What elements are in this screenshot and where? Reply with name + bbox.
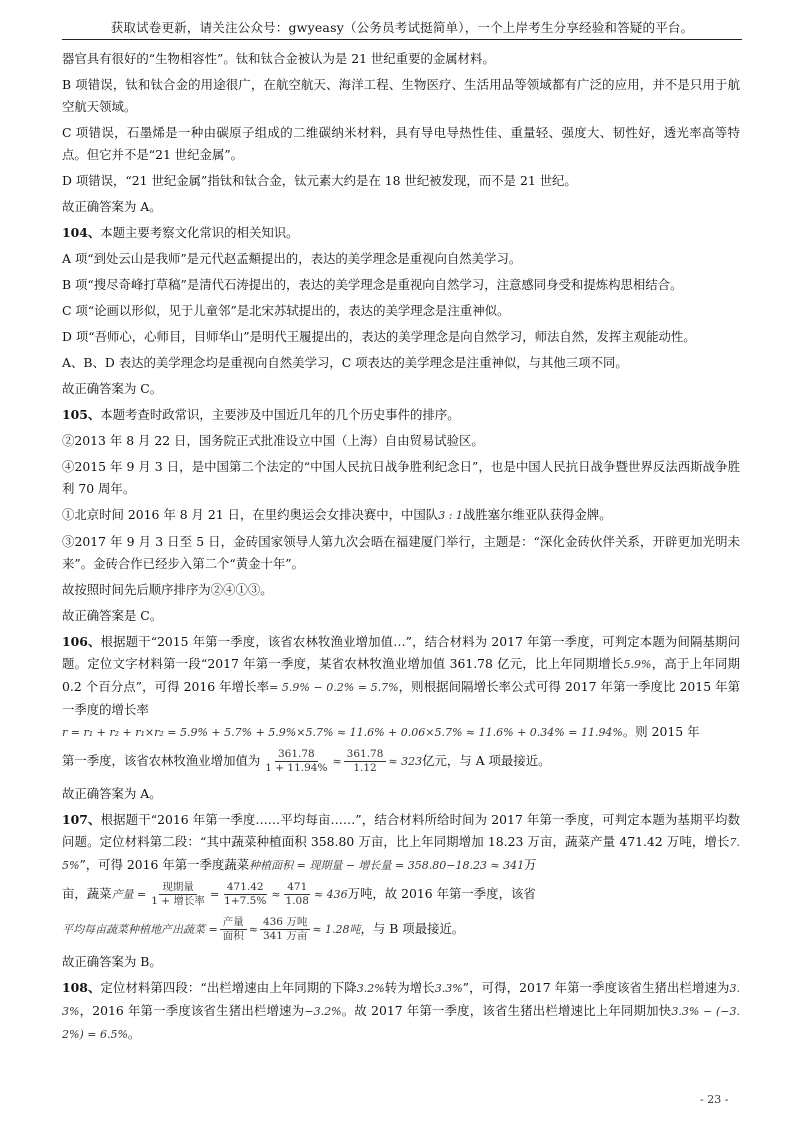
match-score: 3 : 1 [438, 509, 463, 522]
q105-number: 105、 [62, 407, 101, 422]
q107-number: 107、 [62, 812, 101, 827]
q107-body: 107、根据题干“2016 年第一季度……平均每亩……”，结合材料所给时间为 2017 年第一季度，可判定本题为基期平均数问题。定位材料第二段：“其中蔬菜种植面积 358.80 万亩，比上年同期增加 18.23 万亩，蔬菜产量 471.42 万吨，增长7.5%”，可得 2016 年第一季度蔬菜种植面积 = 现期量 − 增长量 = 358.80−18.23 ≈ 341万 [62, 812, 740, 872]
q103-option-d: D 项错误，“21 世纪金属”指钛和钛合金，钛元素大约是在 18 世纪被发现，而不是 21 世纪。 [62, 173, 577, 188]
q106-number: 106、 [62, 634, 101, 649]
fraction: $\frac{361.78}{1.12}$ [344, 748, 387, 775]
q107-answer: 故正确答案为 B。 [62, 954, 162, 969]
page-header: 获取试卷更新，请关注公众号：gwyeasy（公务员考试挺简单），一个上岸考生分享经验和答疑的平台。 [110, 20, 694, 35]
header-divider [62, 39, 742, 40]
fraction: $\frac{\text{产量}}{\text{面积}}$ [220, 916, 247, 943]
q107-average: 平均每亩蔬菜种植地产出蔬菜 = $\frac{\text{产量}}{\text{面积}}$ ≈ $\frac{\text{436 万吨}}{\text{341 万亩}}$ ≈ 1.28吨，与 B 项最接近。 [62, 916, 465, 942]
q104-summary: A、B、D 表达的美学理念均是重视向自然美学习，C 项表达的美学理念是注重神似，与其他三项不同。 [62, 355, 628, 370]
q104-option-c: C 项“论画以形似，见于儿童邻”是北宋苏轼提出的，表达的美学理念是注重神似。 [62, 303, 510, 318]
q105-event-4: ④2015 年 9 月 3 日，是中国第二个法定的“中国人民抗日战争胜利纪念日”，也是中国人民抗日战争暨世界反法西斯战争胜利 70 周年。 [62, 459, 740, 496]
q106-result: 第一季度，该省农林牧渔业增加值为 $\frac{361.78}{1 + 11.94\%}$ ≈ $\frac{361.78}{1.12}$ ≈ 323亿元，与 A 项最接近。 [62, 748, 551, 774]
q108-body: 108、定位材料第四段：“出栏增速由上年同期的下降3.2%转为增长3.3%”，可得，2017 年第一季度该省生猪出栏增速为3.3%，2016 年第一季度该省生猪出栏增速为−3.2%。故 2017 年第一季度，该省生猪出栏增速比上年同期加快3.3% − (−3.2%) = 6.5%。 [62, 980, 740, 1041]
q106-formula: r = r₁ + r₂ + r₁×r₂ = 5.9% + 5.7% + 5.9%×5.7% ≈ 11.6% + 0.06×5.7% ≈ 11.6% + 0.34% = 11.94%。则 2015 年 [62, 724, 700, 739]
q103-intro: 器官具有很好的“生物相容性”。钛和钛合金被认为是 21 世纪重要的金属材料。 [62, 51, 495, 66]
q105-order: 故按照时间先后顺序排序为②④①③。 [62, 582, 273, 597]
q107-yield: 亩，蔬菜产量 = $\frac{\text{现期量}}{\text{1 + 增长率}}$ = $\frac{471.42}{1+7.5\%}$ ≈ $\frac{471}{1.08}$ ≈ 436万吨，故 2016 年第一季度，该省 [62, 881, 536, 907]
fraction: $\frac{\text{436 万吨}}{\text{341 万亩}}$ [260, 916, 310, 943]
q106-body: 106、根据题干“2015 年第一季度，该省农林牧渔业增加值…”，结合材料为 2017 年第一季度，可判定本题为间隔基期问题。定位文字材料第一段“2017 年第一季度，某省农林牧渔业增加值 361.78 亿元，比上年同期增长5.9%，高于上年同期 0.2 个百分点”，可得 2016 年增长率= 5.9% − 0.2% = 5.7%，则根据间隔增长率公式可得 2017 年第一季度比 2015 年第一季度的增长率 [62, 634, 740, 717]
q106-answer: 故正确答案为 A。 [62, 786, 162, 801]
q104-title: 104、本题主要考察文化常识的相关知识。 [62, 225, 299, 240]
answer-explanations [62, 48, 740, 1046]
fraction: $\frac{\text{现期量}}{\text{1 + 增长率}}$ [151, 881, 205, 907]
q104-option-b: B 项“搜尽奇峰打草稿”是清代石涛提出的，表达的美学理念是重视向自然学习，注意感同身受和提炼构思相结合。 [62, 277, 683, 292]
q104-number: 104、 [62, 225, 101, 240]
q108-number: 108、 [62, 980, 101, 995]
q105-event-3: ③2017 年 9 月 3 日至 5 日，金砖国家领导人第九次会晤在福建厦门举行，主题是：“深化金砖伙伴关系，开辟更加光明未来”。金砖合作已经步入第二个“黄金十年”。 [62, 534, 740, 571]
q105-event-2: ②2013 年 8 月 22 日，国务院正式批准设立中国（上海）自由贸易试验区。 [62, 433, 484, 448]
fraction: $\frac{471.42}{1+7.5\%}$ [224, 881, 267, 907]
fraction: $\frac{361.78}{1 + 11.94\%}$ [265, 748, 328, 774]
q104-option-a: A 项“到处云山是我师”是元代赵孟頫提出的，表达的美学理念是重视向自然美学习。 [62, 251, 522, 266]
q105-answer: 故正确答案是 C。 [62, 608, 163, 623]
q104-answer: 故正确答案为 C。 [62, 381, 163, 396]
q104-option-d: D 项“吾师心，心师目，目师华山”是明代王履提出的，表达的美学理念是向自然学习，师法自然，发挥主观能动性。 [62, 329, 696, 344]
q105-title: 105、本题考查时政常识，主要涉及中国近几年的几个历史事件的排序。 [62, 407, 460, 422]
fraction: $\frac{471}{1.08}$ [285, 881, 309, 907]
q103-option-b: B 项错误，钛和钛合金的用途很广，在航空航天、海洋工程、生物医疗、生活用品等领域都有广泛的应用，并不是只用于航空航天领域。 [62, 77, 740, 114]
q103-answer: 故正确答案为 A。 [62, 199, 162, 214]
q103-option-c: C 项错误，石墨烯是一种由碳原子组成的二维碳纳米材料，具有导电导热性佳、重量轻、强度大、韧性好，透光率高等特点。但它并不是“21 世纪金属”。 [62, 125, 740, 162]
q105-event-1: ①北京时间 2016 年 8 月 21 日，在里约奥运会女排决赛中，中国队3 : 1战胜塞尔维亚队获得金牌。 [62, 507, 612, 522]
page-number: - 23 - [700, 1093, 729, 1106]
